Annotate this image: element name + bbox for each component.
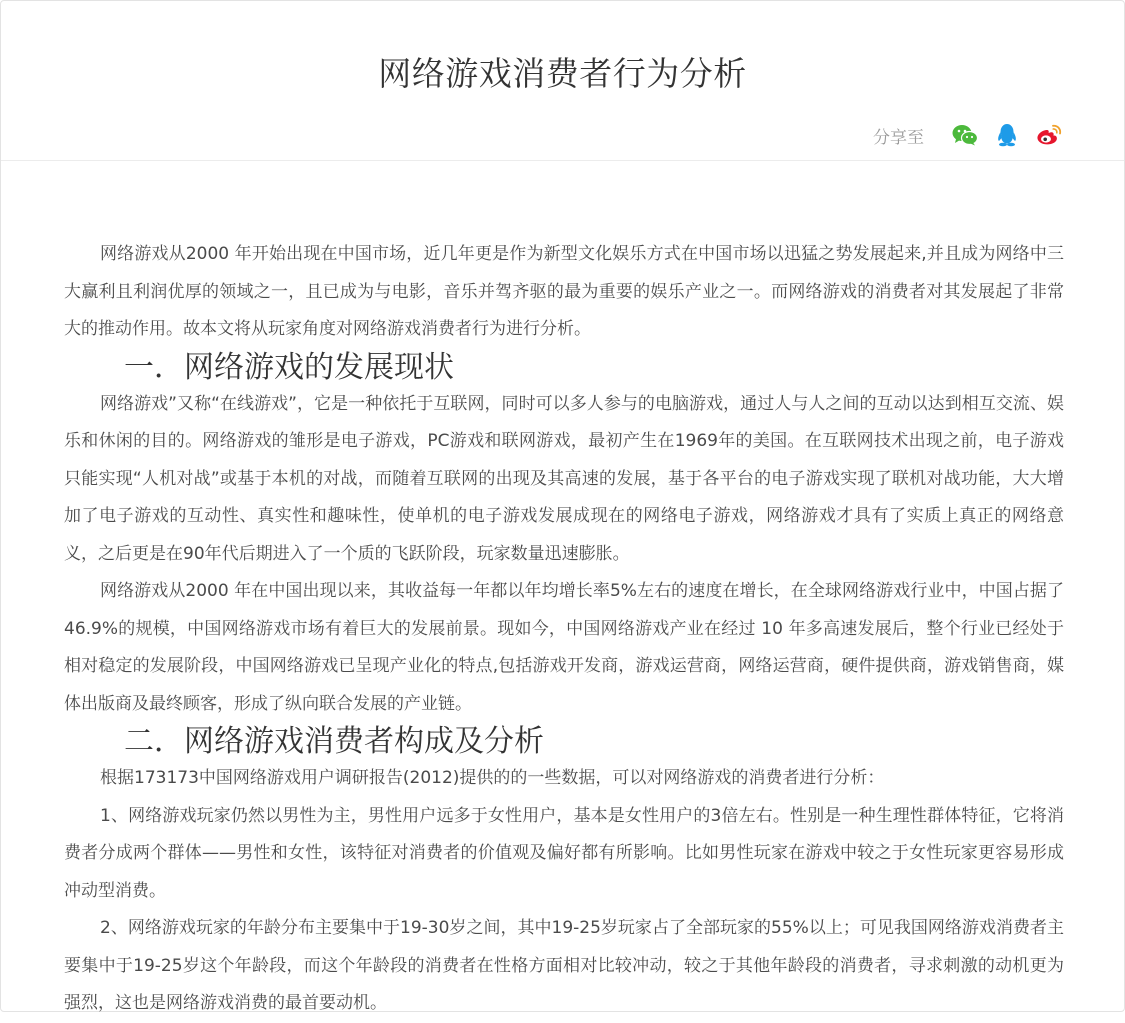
- section-heading-1: 一．网络游戏的发展现状: [124, 349, 454, 385]
- share-qq-button[interactable]: [992, 120, 1022, 150]
- weibo-icon: [1036, 124, 1062, 146]
- article-header: [1, 1, 1124, 161]
- section1-paragraph-1: 网络游戏”又称“在线游戏”，它是一种依托于互联网，同时可以多人参与的电脑游戏，通过人与人之间的互动以达到相互交流、娱乐和休闲的目的。网络游戏的雏形是电子游戏，PC游戏和联网游戏，最初产生在1969年的美国。在互联网技术出现之前，电子游戏只能实现“人机对战”或基于本机的对战，而随着互联网的出现及其高速的发展，基于各平台的电子游戏实现了联机对战功能，大大增加了电子游戏的互动性、真实性和趣味性，使单机的电子游戏发展成现在的网络电子游戏，网络游戏才具有了实质上真正的网络意义，之后更是在90年代后期进入了一个质的飞跃阶段，玩家数量迅速膨胀。: [64, 393, 1064, 564]
- wechat-icon: [952, 124, 978, 146]
- article-title: 网络游戏消费者行为分析: [378, 54, 747, 93]
- intro-paragraph: 网络游戏从2000 年开始出现在中国市场，近几年更是作为新型文化娱乐方式在中国市场以迅猛之势发展起来,并且成为网络中三大赢利且利润优厚的领域之一，且已成为与电影，音乐并驾齐驱的最为重要的娱乐产业之一。而网络游戏的消费者对其发展起了非常大的推动作用。故本文将从玩家角度对网络游戏消费者行为进行分析。: [64, 244, 1064, 339]
- qq-icon: [996, 123, 1018, 147]
- section2-paragraph-3: 2、网络游戏玩家的年龄分布主要集中于19-30岁之间，其中19-25岁玩家占了全部玩家的55%以上；可见我国网络游戏消费者主要集中于19-25岁这个年龄段，而这个年龄段的消费者在性格方面相对比较冲动，较之于其他年龄段的消费者，寻求刺激的动机更为强烈，这也是网络游戏消费的最首要动机。: [64, 918, 1064, 1013]
- article-body: [64, 236, 1064, 1023]
- share-bar: [873, 120, 1064, 150]
- share-weibo-button[interactable]: [1034, 120, 1064, 150]
- section2-paragraph-2: 1、网络游戏玩家仍然以男性为主，男性用户远多于女性用户，基本是女性用户的3倍左右。性别是一种生理性群体特征，它将消费者分成两个群体——男性和女性，该特征对消费者的价值观及偏好都有所影响。比如男性玩家在游戏中较之于女性玩家更容易形成冲动型消费。: [64, 805, 1064, 901]
- share-wechat-button[interactable]: [950, 120, 980, 150]
- section1-paragraph-2: 网络游戏从2000 年在中国出现以来，其收益每一年都以年均增长率5%左右的速度在增长，在全球网络游戏行业中，中国占据了46.9%的规模，中国网络游戏市场有着巨大的发展前景。现如今，中国网络游戏产业在经过 10 年多高速发展后，整个行业已经处于相对稳定的发展阶段，中国网络游戏已呈现产业化的特点,包括游戏开发商，游戏运营商，网络运营商，硬件提供商，游戏销售商，媒体出版商及最终顾客，形成了纵向联合发展的产业链。: [64, 581, 1064, 714]
- share-label: 分享至: [873, 127, 924, 148]
- section2-paragraph-1: 根据173173中国网络游戏用户调研报告(2012)提供的的一些数据，可以对网络游戏的消费者进行分析：: [100, 768, 885, 788]
- section-heading-2: 二．网络游戏消费者构成及分析: [124, 724, 544, 759]
